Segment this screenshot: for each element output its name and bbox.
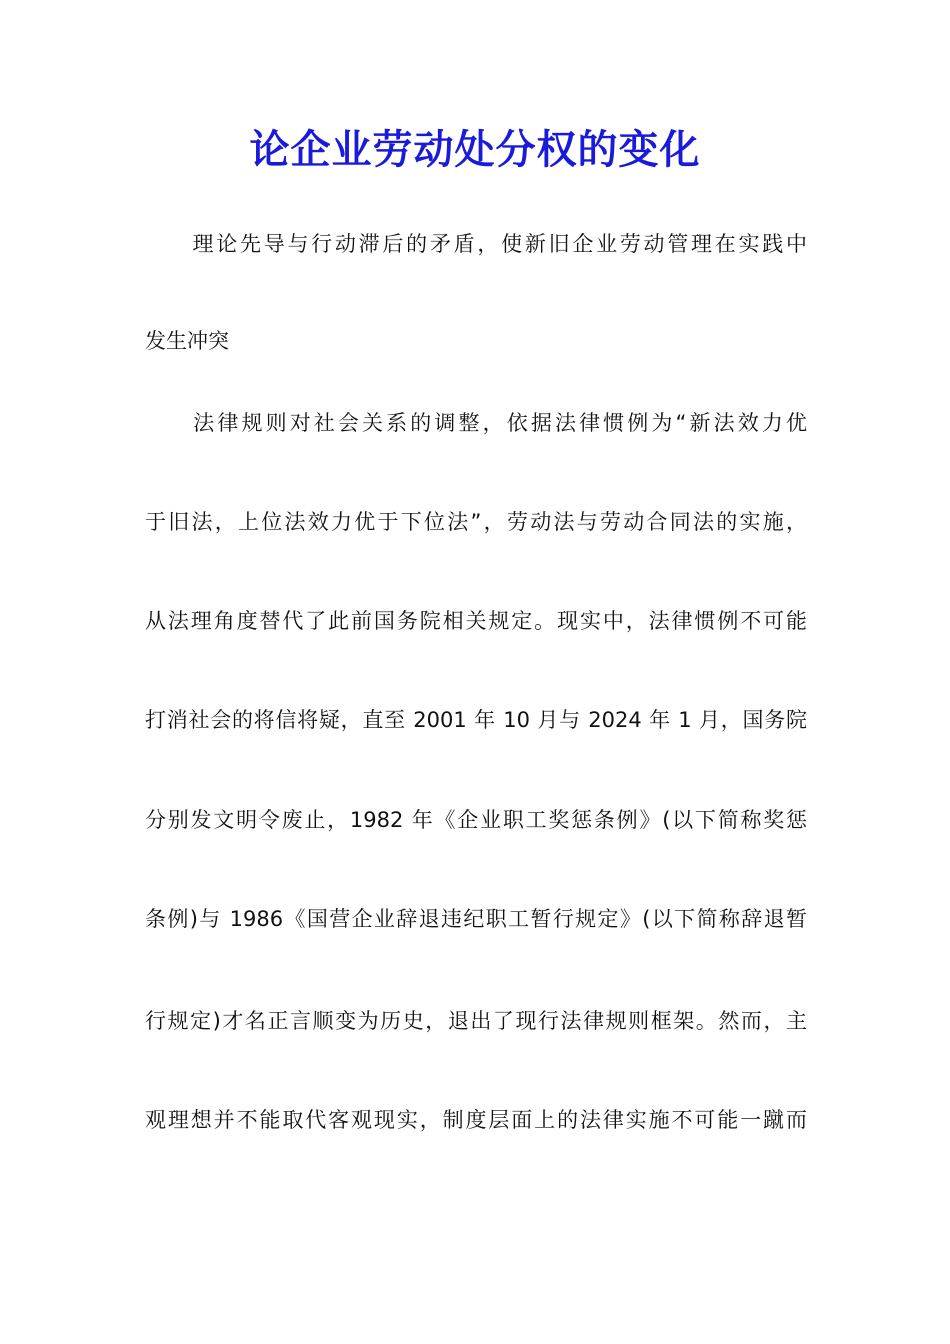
paragraph-line: 观理想并不能取代客观现实，制度层面上的法律实施不可能一蹴而 (145, 1108, 807, 1132)
paragraph-line: 于旧法，上位法效力优于下位法”，劳动法与劳动合同法的实施， (145, 510, 807, 534)
paragraph-line: 从法理角度替代了此前国务院相关规定。现实中，法律惯例不可能 (145, 609, 807, 633)
paragraph-line: 打消社会的将信将疑，直至 2001 年 10 月与 2024 年 1 月，国务院 (145, 708, 807, 732)
paragraph-line: 法律规则对社会关系的调整，依据法律惯例为“新法效力优 (145, 411, 807, 435)
paragraph-line: 发生冲突 (145, 329, 229, 353)
paragraph-line: 行规定)才名正言顺变为历史，退出了现行法律规则框架。然而，主 (145, 1009, 807, 1033)
paragraph-line: 理论先导与行动滞后的矛盾，使新旧企业劳动管理在实践中 (145, 232, 807, 256)
paragraph-line: 条例)与 1986《国营企业辞退违纪职工暂行规定》(以下简称辞退暂 (145, 907, 807, 931)
paragraph-line: 分别发文明令废止，1982 年《企业职工奖惩条例》(以下简称奖惩 (145, 808, 807, 832)
document-title: 论企业劳动处分权的变化 (249, 126, 701, 173)
